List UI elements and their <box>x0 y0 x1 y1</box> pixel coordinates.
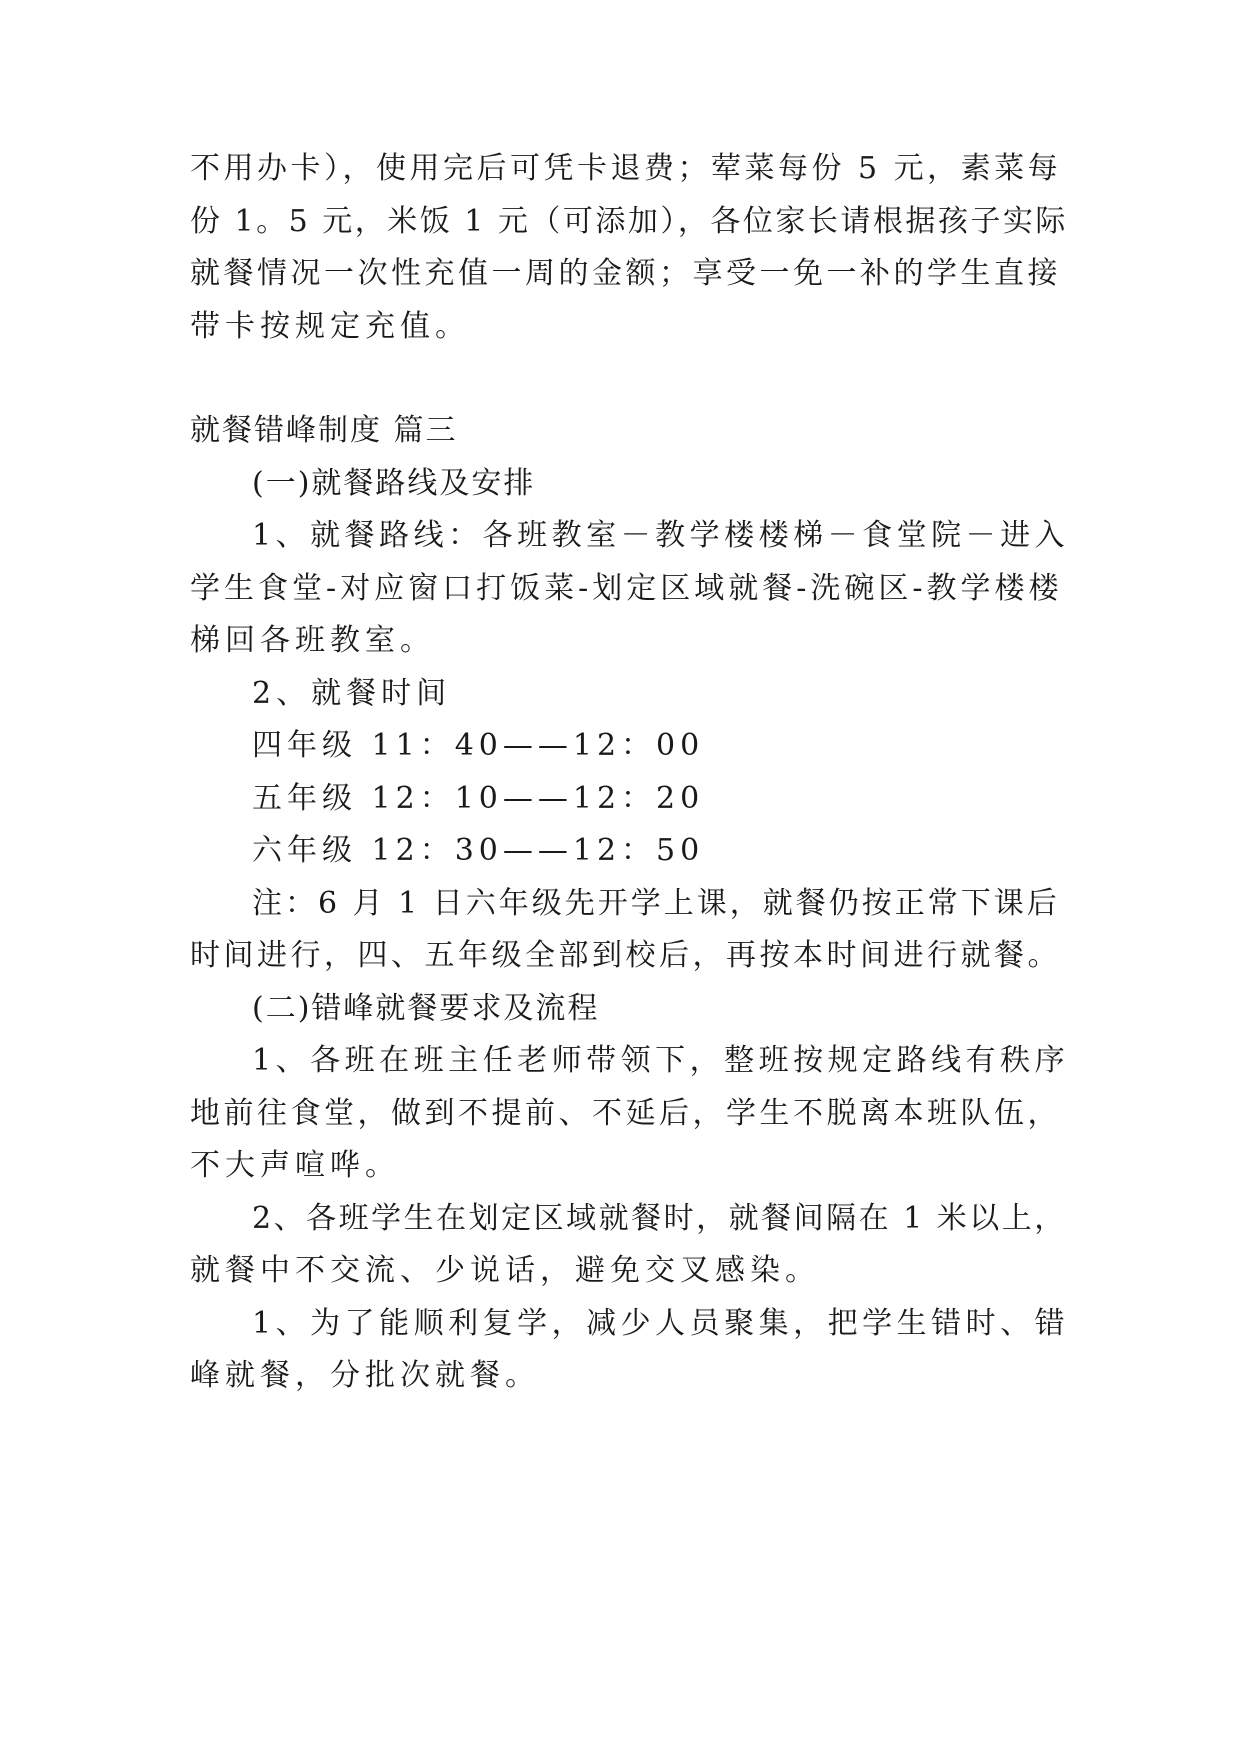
route-line-2: 学生食堂-对应窗口打饭菜-划定区域就餐-洗碗区-教学楼楼 <box>190 571 1063 606</box>
intro-line-2: 份 1。5 元，米饭 1 元（可添加），各位家长请根据孩子实际 <box>190 204 1068 239</box>
schedule-grade-6: 六年级 12：30——12：50 <box>252 833 705 868</box>
part2-heading: (二)错峰就餐要求及流程 <box>252 991 600 1026</box>
schedule-grade-4: 四年级 11：40——12：00 <box>252 728 705 763</box>
req1-line-2: 地前往食堂，做到不提前、不延后，学生不脱离本班队伍， <box>190 1096 1061 1131</box>
note-line-1: 注：6 月 1 日六年级先开学上课，就餐仍按正常下课后 <box>252 886 1060 921</box>
intro-line-4: 带卡按规定充值。 <box>190 309 470 344</box>
req1-line-1: 1、各班在班主任老师带领下，整班按规定路线有秩序 <box>252 1043 1070 1078</box>
req2-line-1: 2、各班学生在划定区域就餐时，就餐间隔在 1 米以上， <box>252 1201 1067 1236</box>
req3-line-1: 1、为了能顺利复学，减少人员聚集，把学生错时、错 <box>252 1306 1070 1341</box>
route-line-1: 1、就餐路线：各班教室－教学楼楼梯－食堂院－进入 <box>252 518 1070 553</box>
part1-heading: (一)就餐路线及安排 <box>252 466 536 501</box>
time-heading: 2、就餐时间 <box>252 676 452 711</box>
note-line-2: 时间进行，四、五年级全部到校后，再按本时间进行就餐。 <box>190 938 1061 973</box>
intro-line-1: 不用办卡），使用完后可凭卡退费；荤菜每份 5 元，素菜每 <box>190 151 1062 186</box>
schedule-grade-5: 五年级 12：10——12：20 <box>252 781 705 816</box>
req2-line-2: 就餐中不交流、少说话，避免交叉感染。 <box>190 1253 820 1288</box>
section-title: 就餐错峰制度 篇三 <box>190 413 458 448</box>
req1-line-3: 不大声喧哗。 <box>190 1148 400 1183</box>
req3-line-2: 峰就餐，分批次就餐。 <box>190 1358 540 1393</box>
intro-line-3: 就餐情况一次性充值一周的金额；享受一免一补的学生直接 <box>190 256 1061 291</box>
route-line-3: 梯回各班教室。 <box>190 623 435 658</box>
